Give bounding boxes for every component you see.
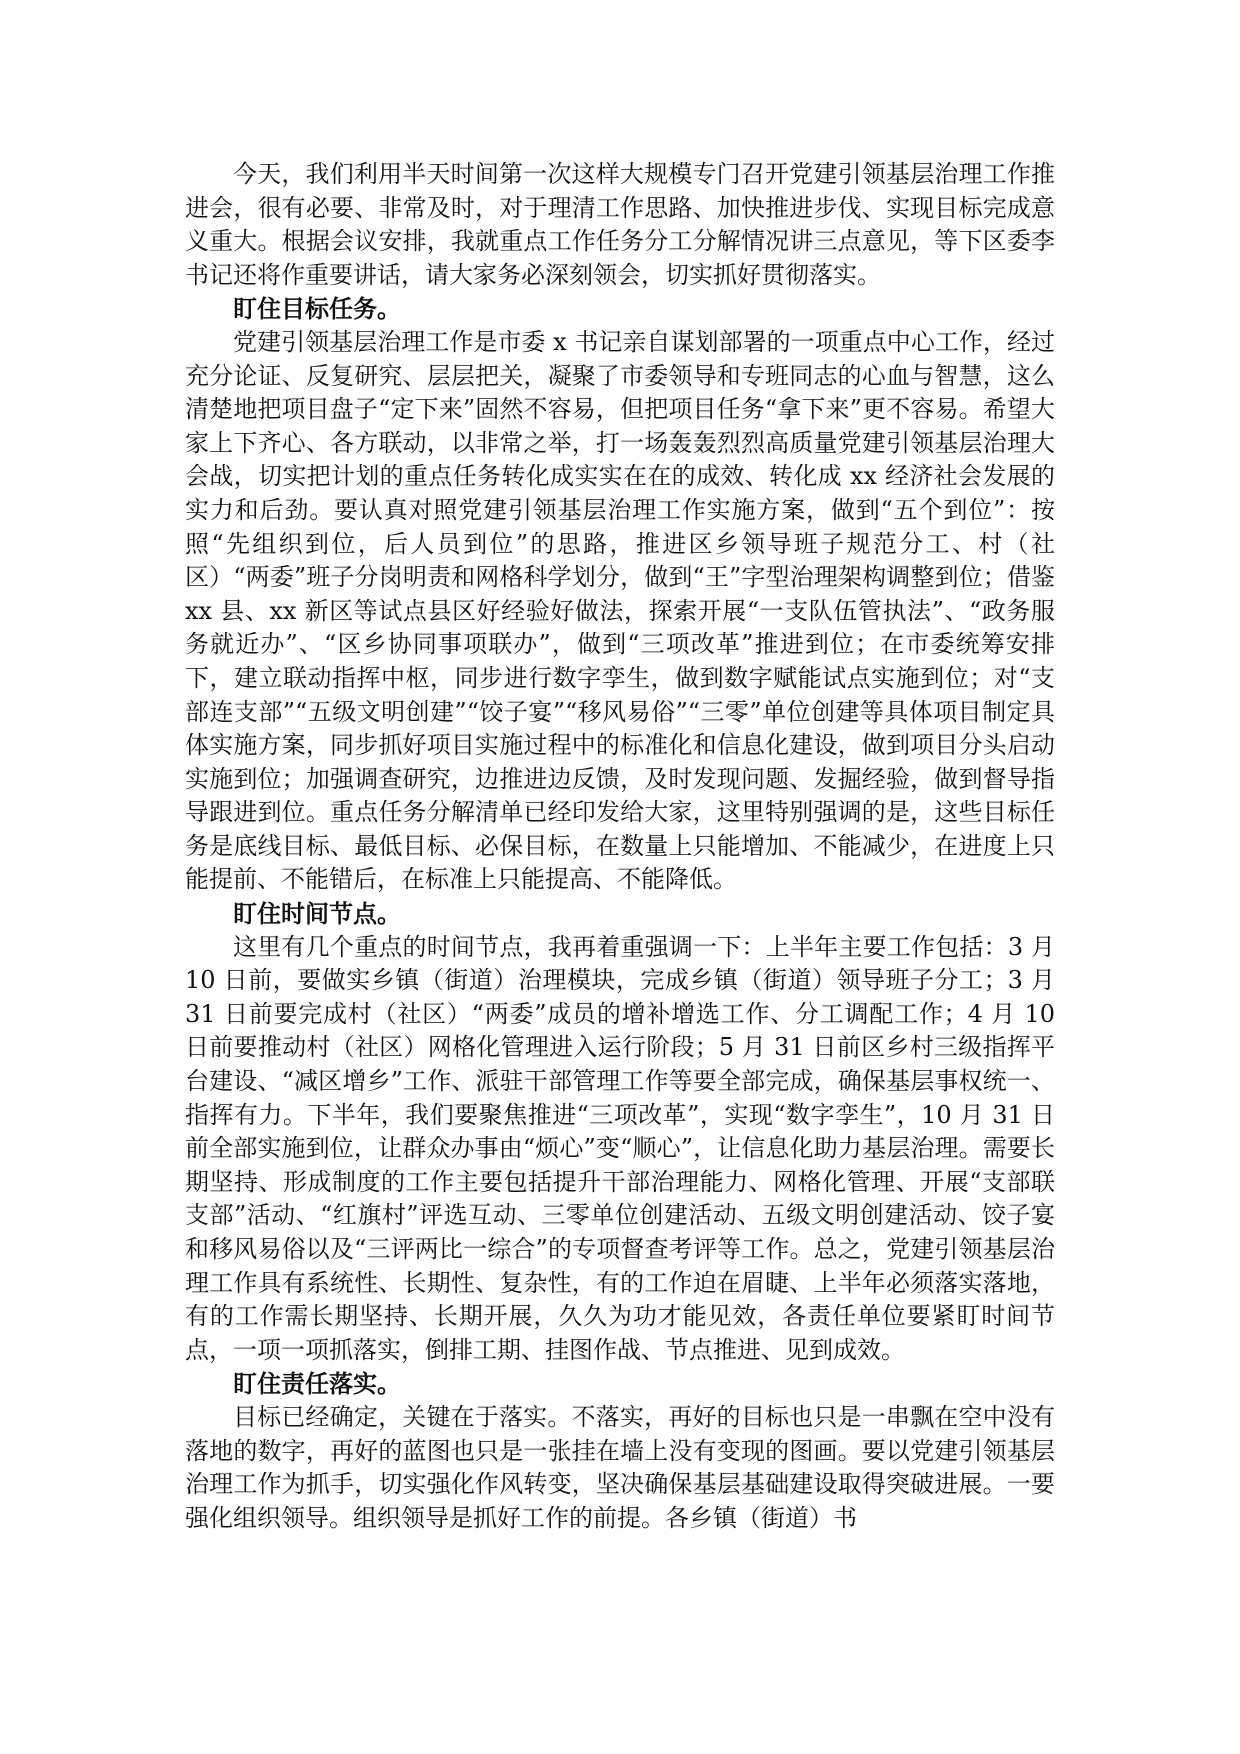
section-heading-goals: 盯住目标任务。 [233, 294, 401, 324]
goals-paragraph: 党建引领基层治理工作是市委 x 书记亲自谋划部署的一项重点中心工作，经过充分论证、反复研究、层层把关，凝聚了市委领导和专班同志的心血与智慧，这么清楚地把项目盘子“定下来”固然不容易，但把项目任务“拿下来”更不容易。希望大家上下齐心、各方联动，以非常之举，打一场轰轰烈烈高质量党建引领基层治理大会战，切实把计划的重点任务转化成实实在在的成效、转化成 xx 经济社会发展的实力和后劲。要认真对照党建引领基层治理工作实施方案，做到“五个到位”：按照“先组织到位，后人员到位”的思路，推进区乡领导班子规范分工、村（社区）“两委”班子分岗明责和网格科学划分，做到“王”字型治理架构调整到位；借鉴 xx 县、xx 新区等试点县区好经验好做法，探索开展“一支队伍管执法”、“政务服务就近办”、“区乡协同事项联办”，做到“三项改革”推进到位；在市委统筹安排下，建立联动指挥中枢，同步进行数字孪生，做到数字赋能试点实施到位；对“支部连支部”“五级文明创建”“饺子宴”“移风易俗”“三零”单位创建等具体项目制定具体实施方案，同步抓好项目实施过程中的标准化和信息化建设，做到项目分头启动实施到位；加强调查研究，边推进边反馈，及时发现问题、发掘经验，做到督导指导跟进到位。重点任务分解清单已经印发给大家，这里特别强调的是，这些目标任务是底线目标、最低目标、必保目标，在数量上只能增加、不能减少，在进度上只能提前、不能错后，在标准上只能提高、不能降低。 [185, 327, 1055, 894]
section-heading-responsibility: 盯住责任落实。 [233, 1369, 401, 1399]
timeline-paragraph: 这里有几个重点的时间节点，我再着重强调一下：上半年主要工作包括：3 月 10 日前，要做实乡镇（街道）治理模块，完成乡镇（街道）领导班子分工；3 月 31 日前要完成村（社区）“两委”成员的增补增选工作、分工调配工作；4 月 10 日前要推动村（社区）网格化管理进入运行阶段；5 月 31 日前区乡村三级指挥平台建设、“减区增乡”工作、派驻干部管理工作等要全部完成，确保基层事权统一、指挥有力。下半年，我们要聚焦推进“三项改革”，实现“数字孪生”，10 月 31 日前全部实施到位，让群众办事由“烦心”变“顺心”，让信息化助力基层治理。需要长期坚持、形成制度的工作主要包括提升干部治理能力、网格化管理、开展“支部联支部”活动、“红旗村”评选互动、三零单位创建活动、五级文明创建活动、饺子宴和移风易俗以及“三评两比一综合”的专项督查考评等工作。总之，党建引领基层治理工作具有系统性、长期性、复杂性，有的工作迫在眉睫、上半年必须落实落地，有的工作需长期坚持、长期开展，久久为功才能见效，各责任单位要紧盯时间节点，一项一项抓落实，倒排工期、挂图作战、节点推进、见到成效。 [185, 932, 1055, 1364]
intro-paragraph: 今天，我们利用半天时间第一次这样大规模专门召开党建引领基层治理工作推进会，很有必要、非常及时，对于理清工作思路、加快推进步伐、实现目标完成意义重大。根据会议安排，我就重点工作任务分工分解情况讲三点意见，等下区委李书记还将作重要讲话，请大家务必深刻领会，切实抓好贯彻落实。 [185, 160, 1055, 289]
document-page [185, 158, 1055, 1535]
responsibility-paragraph: 目标已经确定，关键在于落实。不落实，再好的目标也只是一串飘在空中没有落地的数字，再好的蓝图也只是一张挂在墙上没有变现的图画。要以党建引领基层治理工作为抓手，切实强化作风转变，坚决确保基层基础建设取得突破进展。一要强化组织领导。组织领导是抓好工作的前提。各乡镇（街道）书 [185, 1402, 1055, 1532]
section-heading-timeline: 盯住时间节点。 [233, 899, 401, 929]
